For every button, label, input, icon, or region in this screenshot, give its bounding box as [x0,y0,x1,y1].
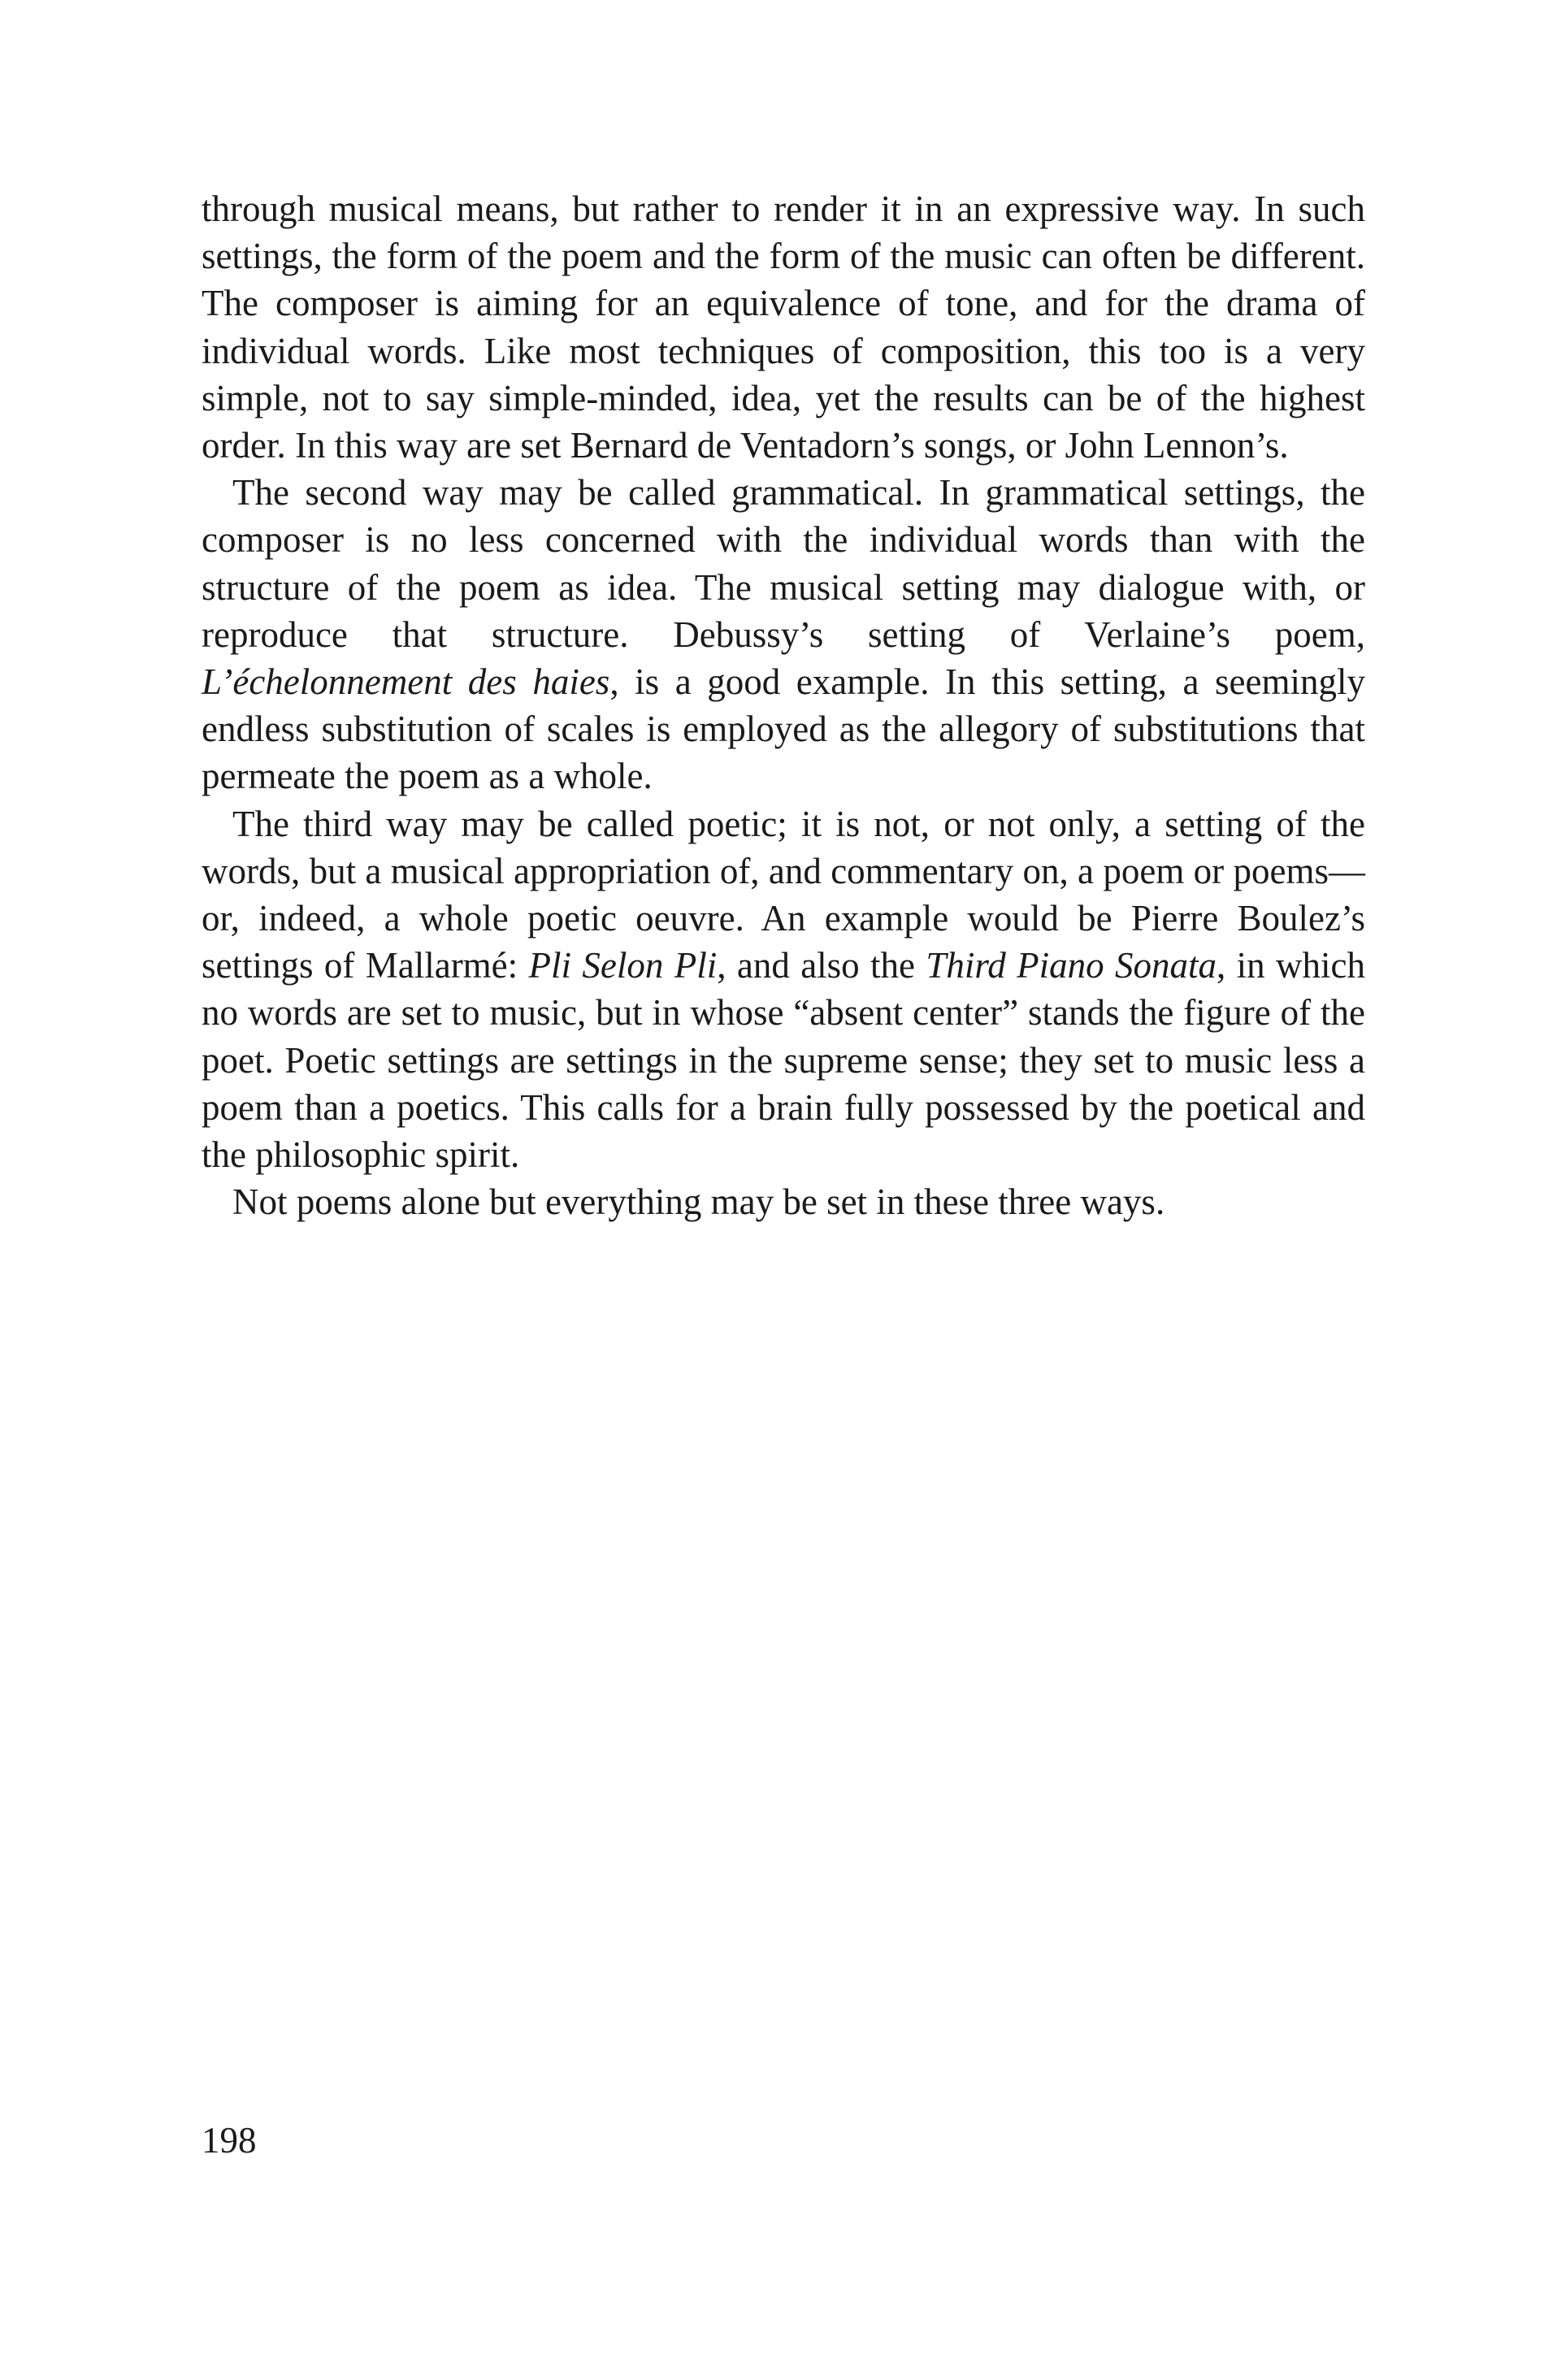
paragraph-1 [202,185,1365,469]
title-lechelonnement-des-haies: L’échelonnement des haies [202,661,610,703]
paragraph-2-text-a: The second way may be called grammatical. In grammatical settings, the composer is no less concerned with the individual words than with the structure of the poem as idea. The musical setting may dialogue with, or reproduce that structure. Debussy’s setting of Verlaine’s poem, [202,472,1365,655]
title-third-piano-sonata: Third Piano Sonata [926,945,1217,986]
paragraph-1-text: through musical means, but rather to render it in an expressive way. In such settings, the form of the poem and the form of the music can often be different. The composer is aiming for an equivalence of tone, and for the drama of individual words. Like most techniques of composition, this too is a very simple, not to say simple-minded, idea, yet the results can be of the highest order. In this way are set Bernard de Ventadorn’s songs, or John Lennon’s. [202,189,1365,466]
body-text [202,185,1365,1225]
paragraph-3-text-c: , in which no words are set to music, but in whose “absent center” stands the figure of the poet. Poetic settings are settings in the supreme sense; they set to music less a poem than a poetics. This calls for a brain fully possessed by the poetical and the philosophic spirit. [202,945,1365,1176]
paragraph-2 [202,469,1365,800]
title-pli-selon-pli: Pli Selon Pli [528,945,718,986]
paragraph-2-text-b: , is a good example. In this setting, a seemingly endless substitution of scales is employed as the allegory of substitutions that permeate the poem as a whole. [202,661,1365,797]
paragraph-4-text: Not poems alone but everything may be set in these three ways. [232,1181,1165,1223]
paragraph-4 [202,1178,1365,1225]
page-number: 198 [202,2120,257,2161]
paragraph-3-text-a: The third way may be called poetic; it is not, or not only, a setting of the words, but a musical appropriation of, and commentary on, a poem or poems—or, indeed, a whole poetic oeuvre. An example would be Pierre Boulez’s settings of Mallarmé: [202,803,1365,986]
paragraph-3 [202,800,1365,1179]
paragraph-3-text-b: , and also the [717,945,926,986]
